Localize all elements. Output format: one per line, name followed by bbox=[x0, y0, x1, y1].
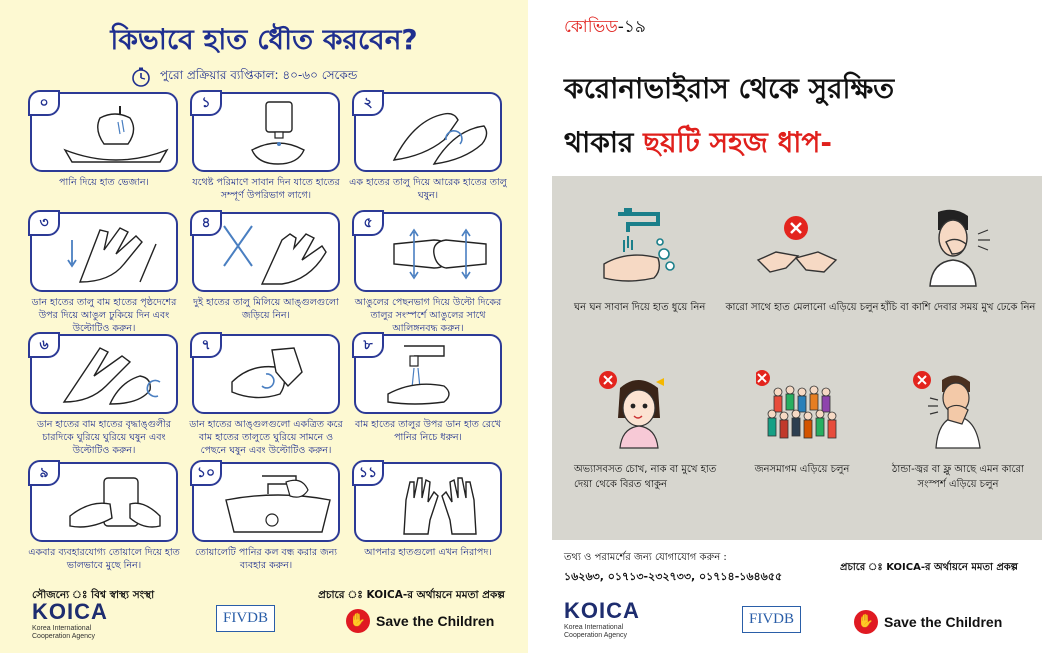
tips-panel bbox=[552, 176, 1042, 540]
contact-numbers: ১৬২৬৩, ০১৭১৩-২৩২৭৩৩, ০১৭১৪-১৬৪৬৫৫ bbox=[564, 570, 783, 583]
campaign-text: প্রচারে ঃ KOICA-র অর্থায়নে মমতা প্রকল্প bbox=[318, 589, 505, 601]
step-number: ৪ bbox=[190, 210, 222, 236]
covid-poster bbox=[540, 0, 1050, 653]
palm-rub-icon bbox=[384, 100, 496, 168]
save-the-children-wordmark: Save the Children bbox=[884, 614, 1003, 630]
step-number: ৯ bbox=[28, 460, 60, 486]
back-of-hand-rub-icon bbox=[60, 220, 172, 288]
wet-hands-icon bbox=[60, 100, 172, 168]
covid-label bbox=[564, 14, 646, 42]
fingertip-rub-icon bbox=[222, 342, 334, 410]
step-number: ৭ bbox=[190, 332, 222, 358]
cover-sneeze-icon bbox=[912, 206, 994, 288]
tip-caption: জনসমাগম এড়িয়ে চলুন bbox=[754, 464, 850, 475]
step-caption: আঙুলের পেছনভাগ দিয়ে উল্টো দিকের তালুর সংস্পর্শে আঙুলের সাথে আলিঙ্গনবদ্ধ করুন। bbox=[354, 297, 502, 334]
avoid-crowd-icon bbox=[756, 368, 838, 450]
soap-dispenser-icon bbox=[222, 100, 334, 168]
handwash-title: কিভাবে হাত ধৌত করবেন? bbox=[110, 23, 418, 56]
headline-line2 bbox=[564, 116, 1044, 170]
contact-label: তথ্য ও পরামর্শের জন্য যোগাযোগ করুন : bbox=[564, 552, 727, 563]
save-the-children-logo bbox=[854, 610, 1002, 634]
step-number: ৮ bbox=[352, 332, 384, 358]
step-number: ১০ bbox=[190, 460, 222, 486]
step-number: ৫ bbox=[352, 210, 384, 236]
step-caption: পানি দিয়ে হাত ভেজান। bbox=[59, 177, 149, 188]
koica-wordmark: KOICA bbox=[32, 599, 108, 624]
rinse-under-tap-icon bbox=[384, 342, 496, 410]
step-number: ১ bbox=[190, 90, 222, 116]
step-caption: তোয়ালেটি পানির কল বন্ধ করার জন্য ব্যবহার করুন। bbox=[194, 547, 338, 571]
headline-line1: করোনাভাইরাস থেকে সুরক্ষিত bbox=[564, 72, 895, 105]
tip-caption: ঠান্ডা-জ্বর বা ফ্লু আছে এমন কারো সংস্পর্শ এড়িয়ে চলুন bbox=[892, 464, 1024, 490]
tip-caption: অভ্যাসবসত চোখ, নাক বা মুখে হাত দেয়া থেকে বিরত থাকুন bbox=[574, 464, 717, 490]
koica-logo bbox=[564, 598, 640, 640]
step-caption: বাম হাতের তালুর উপর ডান হাত রেখে পানির নিচে ধরুন। bbox=[354, 419, 502, 443]
koica-subtitle-line2: Cooperation Agency bbox=[32, 633, 96, 640]
save-the-children-icon: ✋ bbox=[346, 609, 370, 633]
fivdb-logo: FIVDB bbox=[742, 606, 801, 633]
wash-hands-icon bbox=[598, 206, 680, 288]
koica-subtitle-line2: Cooperation Agency bbox=[564, 632, 628, 639]
tip-caption: ঘন ঘন সাবান দিয়ে হাত ধুয়ে নিন bbox=[574, 302, 706, 313]
tip-caption: কারো সাথে হাত মেলানো এড়িয়ে চলুন bbox=[725, 302, 879, 313]
clean-hands-icon bbox=[384, 470, 496, 538]
step-number: ১১ bbox=[352, 460, 384, 486]
headline-highlight: ছয়টি সহজ ধাপ- bbox=[643, 126, 833, 159]
step-number: ৬ bbox=[28, 332, 60, 358]
step-number: ০ bbox=[28, 90, 60, 116]
koica-logo bbox=[32, 599, 108, 641]
save-the-children-icon: ✋ bbox=[854, 610, 878, 634]
step-caption: এক হাতের তালু দিয়ে আরেক হাতের তালু ঘষুন। bbox=[349, 177, 507, 201]
step-caption: ডান হাতের আঙ্গুলগুলো একত্রিত করে বাম হাতের তালুতে ঘুরিয়ে সামনে ও পেছনে ঘষুন এবং উল্টোটিও করুন। bbox=[189, 419, 343, 456]
step-caption: যথেষ্ট পরিমাণে সাবান দিন যাতে হাতের সম্পূর্ণ উপরিভাগ লাগে। bbox=[192, 177, 340, 201]
step-number: ২ bbox=[352, 90, 384, 116]
step-number: ৩ bbox=[28, 210, 60, 236]
avoid-sick-person-icon bbox=[912, 368, 994, 450]
interlaced-fingers-icon bbox=[222, 220, 334, 288]
koica-wordmark: KOICA bbox=[564, 598, 640, 623]
step-caption: একবার ব্যবহারযোগ্য তোয়ালে দিয়ে হাত ভালভাবে মুছে নিন। bbox=[28, 547, 180, 571]
campaign-text: প্রচারে ঃ KOICA-র অর্থায়নে মমতা প্রকল্প bbox=[840, 562, 1018, 573]
save-the-children-logo bbox=[346, 609, 494, 633]
step-caption: ডান হাতের বাম হাতের বৃদ্ধাঙ্গুলীর চারদিকে ঘুরিয়ে ঘুরিয়ে ঘষুন এবং উল্টোটিও করুন। bbox=[36, 419, 172, 456]
step-caption: ডান হাতের তালু বাম হাতের পৃষ্ঠদেশের উপর দিয়ে আঙুল ঢুকিয়ে দিন এবং উল্টোটিও করুন। bbox=[31, 297, 177, 334]
covid-headline bbox=[564, 62, 1044, 170]
towel-dry-icon bbox=[60, 470, 172, 538]
step-caption: দুই হাতের তালু মিলিয়ে আঙ্গুলগুলো জড়িয়ে নিন। bbox=[193, 297, 339, 321]
koica-subtitle-line1: Korea International bbox=[564, 624, 624, 631]
covid-label-suffix: -১৯ bbox=[617, 17, 646, 37]
headline-line2-start: থাকার bbox=[564, 126, 644, 159]
save-the-children-wordmark: Save the Children bbox=[376, 613, 495, 629]
koica-subtitle-line1: Korea International bbox=[32, 625, 92, 632]
fivdb-logo: FIVDB bbox=[216, 605, 275, 632]
turn-off-tap-icon bbox=[222, 470, 334, 538]
no-handshake-icon bbox=[756, 206, 838, 288]
stopwatch-icon bbox=[130, 66, 152, 88]
thumb-rub-icon bbox=[60, 342, 172, 410]
interlocked-fingers-icon bbox=[384, 220, 496, 288]
tip-caption: হাঁচি বা কাশি দেবার সময় মুখ ঢেকে নিন bbox=[880, 302, 1036, 313]
duration-text: পুরো প্রক্রিয়ার ব্যপ্তিকাল: ৪০-৬০ সেকেন্ড bbox=[160, 68, 358, 82]
courtesy-text: সৌজন্যে ঃ বিশ্ব স্বাস্থ্য সংস্থা bbox=[32, 589, 155, 601]
no-face-touch-icon bbox=[598, 368, 680, 450]
duration-line bbox=[130, 66, 357, 88]
step-caption: আপনার হাতগুলো এখন নিরাপদ। bbox=[364, 547, 492, 558]
covid-label-main: কোভিড bbox=[564, 17, 618, 37]
